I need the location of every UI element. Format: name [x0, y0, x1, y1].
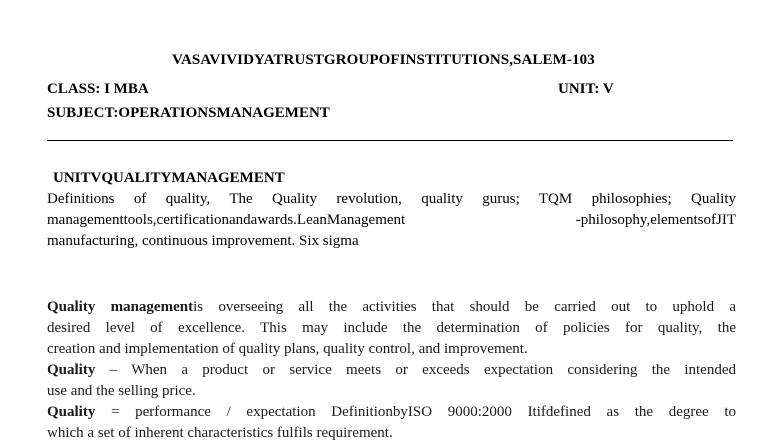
qm-line-1-text: is overseeing all the activities that should be carried out to uphold a: [193, 299, 736, 315]
qm-term: Quality management: [47, 299, 194, 315]
header-divider: [47, 140, 733, 141]
quality-def1-line-1: [47, 360, 736, 381]
quality-def1-line-1-text: – When a product or service meets or exceeds expectation considering the intended: [95, 362, 736, 378]
syllabus-line-2a: managementtools,certificationandawards.LeanManagement: [47, 212, 406, 228]
quality-def2-line-1: [47, 402, 736, 423]
class-label: CLASS: I MBA: [47, 81, 149, 97]
syllabus-paragraph: [47, 189, 736, 252]
subject-label: SUBJECT:OPERATIONSMANAGEMENT: [47, 105, 330, 121]
institution-title: VASAVIVIDYATRUSTGROUPOFINSTITUTIONS,SALEM-103: [172, 52, 595, 68]
syllabus-line-3: manufacturing, continuous improvement. Six sigma: [47, 233, 359, 249]
qm-line-1: [47, 297, 736, 318]
quality-def2-line-2: which a set of inherent characteristics fulfils requirement.: [47, 425, 393, 441]
unit-heading: UNITVQUALITYMANAGEMENT: [53, 170, 285, 186]
syllabus-line-1: Definitions of quality, The Quality revolution, quality gurus; TQM philosophies; Quality: [47, 191, 736, 207]
definitions-section: [47, 297, 736, 444]
quality-def1-line-2: use and the selling price.: [47, 383, 196, 399]
quality-def2-line-1-text: = performance / expectation DefinitionbyISO 9000:2000 Itifdefined as the degree to: [95, 404, 736, 420]
qm-line-2: desired level of excellence. This may include the determination of policies for quality, the: [47, 320, 736, 336]
syllabus-line-2b: -philosophy,elementsofJIT: [575, 212, 736, 228]
qm-line-3: creation and implementation of quality plans, quality control, and improvement.: [47, 341, 528, 357]
syllabus-line-2: [47, 210, 736, 231]
quality-def1-term: Quality: [47, 362, 96, 378]
quality-def2-term: Quality: [47, 404, 96, 420]
unit-label: UNIT: V: [558, 81, 614, 97]
